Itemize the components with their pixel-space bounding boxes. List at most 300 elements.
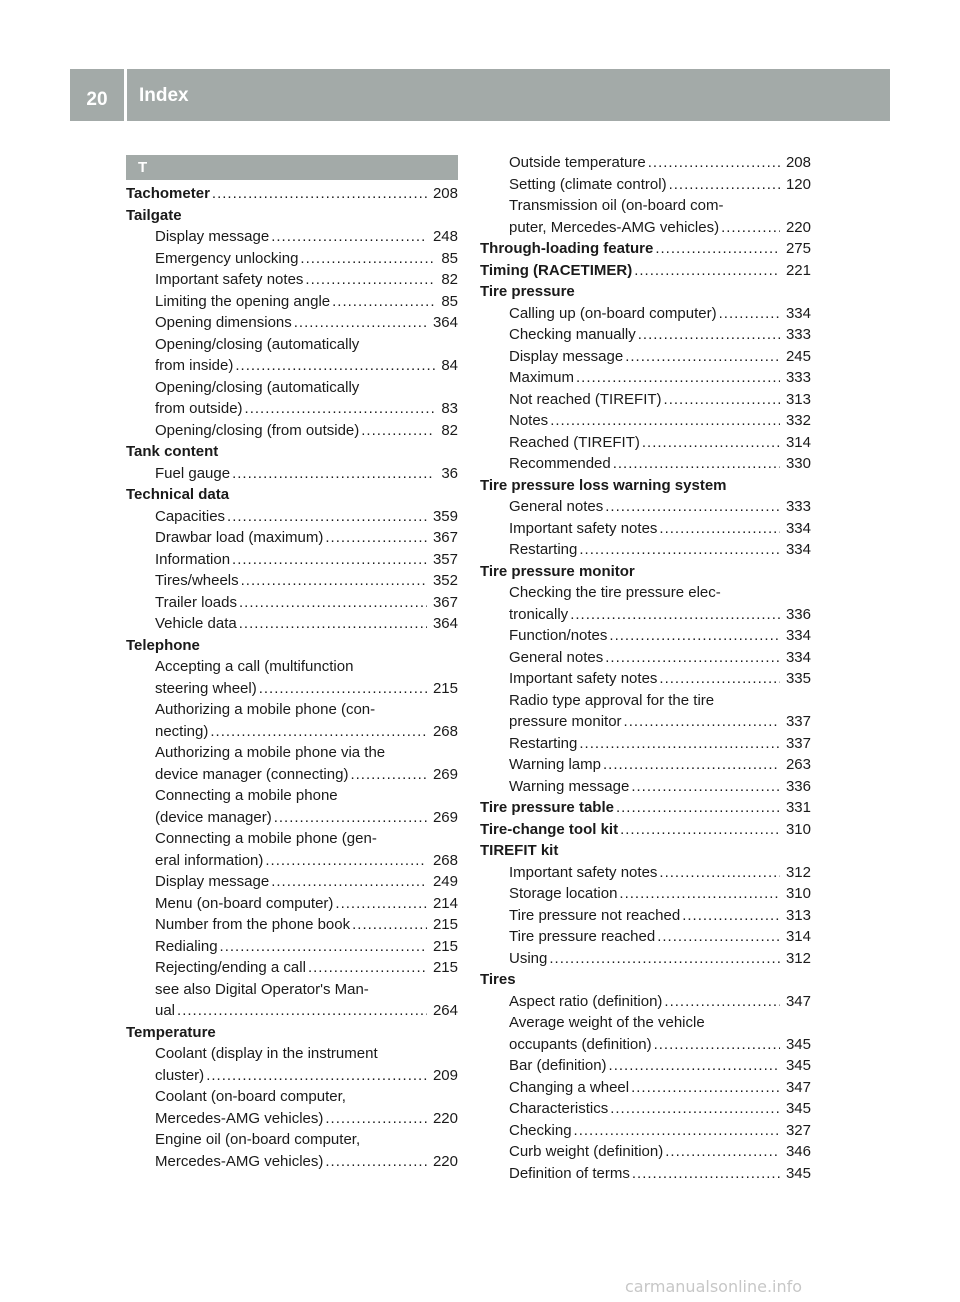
entry-text: Definition of terms [509, 1164, 630, 1182]
index-entry [126, 226, 458, 248]
index-entry [480, 625, 811, 647]
page-reference: 215 [432, 679, 458, 697]
entry-text: Rejecting/ending a call [155, 959, 306, 976]
entry-text: Connecting a mobile phone [155, 787, 338, 804]
entry-text: Coolant (display in the instrument [155, 1045, 378, 1062]
entry-text: Mercedes-AMG vehicles) [155, 1109, 324, 1127]
page-reference: 214 [432, 894, 458, 912]
index-entry [480, 647, 811, 669]
leader-dots [669, 174, 780, 196]
index-heading [480, 281, 811, 303]
entry-text: Setting (climate control) [509, 175, 667, 193]
index-entry [126, 613, 458, 635]
page-reference: 220 [432, 1152, 458, 1170]
index-entry [480, 152, 811, 174]
page-reference: 269 [432, 808, 458, 826]
leader-dots [241, 570, 427, 592]
leader-dots [335, 893, 427, 915]
entry-text: Emergency unlocking [155, 249, 299, 267]
entry-text: Tire pressure not reached [509, 906, 681, 924]
page-reference: 332 [785, 412, 811, 429]
page-reference: 337 [785, 734, 811, 752]
leader-dots [610, 1098, 780, 1120]
index-entry [126, 291, 458, 313]
page-reference: 84 [441, 357, 458, 374]
index-entry [126, 1086, 458, 1108]
index-entry [480, 582, 811, 604]
index-entry [480, 926, 811, 948]
page-reference: 335 [785, 670, 811, 687]
entry-text: Important safety notes [509, 863, 658, 881]
leader-dots [603, 754, 780, 776]
leader-dots [659, 668, 780, 690]
entry-text: cluster) [155, 1066, 205, 1084]
entry-text: Average weight of the vehicle [509, 1014, 705, 1031]
entry-text: Warning lamp [509, 756, 601, 773]
index-entry [126, 570, 458, 592]
entry-text: Checking the tire pressure elec- [509, 584, 721, 601]
page-reference: 352 [432, 572, 458, 589]
leader-dots [664, 389, 780, 411]
page-reference: 333 [785, 498, 811, 515]
page-reference: 313 [785, 390, 811, 408]
page-reference: 249 [432, 873, 458, 890]
leader-dots [361, 420, 435, 442]
page-reference: 333 [785, 369, 811, 386]
index-entry [126, 699, 458, 721]
page-reference: 334 [785, 541, 811, 558]
leader-dots [609, 625, 780, 647]
leader-dots [632, 1163, 780, 1185]
entry-text: Tire pressure reached [509, 928, 656, 945]
page-reference: 314 [785, 433, 811, 451]
leader-dots [212, 183, 427, 205]
index-entry [480, 905, 811, 927]
leader-dots [619, 883, 780, 905]
page-reference: 248 [432, 228, 458, 245]
entry-text: pressure monitor [509, 713, 622, 730]
entry-text: Through-loading feature [480, 240, 654, 257]
index-entry [480, 690, 811, 712]
leader-dots [721, 217, 780, 239]
index-entry [126, 979, 458, 1001]
entry-text: Temperature [126, 1023, 216, 1041]
page-reference: 208 [785, 154, 811, 171]
page-reference: 357 [432, 550, 458, 568]
leader-dots [325, 1151, 427, 1173]
index-entry [126, 850, 458, 872]
page-reference: 275 [785, 240, 811, 257]
page-header [70, 69, 890, 121]
leader-dots [579, 539, 780, 561]
index-entry [126, 656, 458, 678]
entry-text: Transmission oil (on-board com- [509, 197, 724, 214]
page-reference: 333 [785, 326, 811, 343]
index-entry [480, 668, 811, 690]
entry-text: General notes [509, 498, 604, 515]
leader-dots [177, 1000, 427, 1022]
entry-text: General notes [509, 648, 604, 666]
page-reference: 314 [785, 928, 811, 945]
entry-text: see also Digital Operator's Man- [155, 980, 369, 998]
index-entry [480, 1120, 811, 1142]
index-entry [126, 248, 458, 270]
index-heading [480, 475, 811, 497]
page-reference: 367 [432, 593, 458, 611]
entry-text: Outside temperature [509, 154, 646, 171]
index-entry [480, 174, 811, 196]
index-heading [126, 205, 458, 227]
entry-text: Not reached (TIREFIT) [509, 390, 662, 408]
entry-text: ual [155, 1002, 176, 1019]
entry-text: Using [509, 949, 548, 967]
page-reference: 334 [785, 304, 811, 322]
leader-dots [605, 647, 780, 669]
page-reference: 85 [441, 292, 458, 310]
index-entry [126, 893, 458, 915]
entry-text: Bar (definition) [509, 1057, 607, 1074]
leader-dots [294, 312, 427, 334]
page-reference: 334 [785, 519, 811, 537]
index-entry [126, 420, 458, 442]
leader-dots [659, 862, 780, 884]
index-entry [126, 742, 458, 764]
entry-text: Accepting a call (multifunction [155, 658, 354, 675]
leader-dots [550, 410, 780, 432]
index-heading [126, 441, 458, 463]
leader-dots [624, 711, 780, 733]
index-entry [126, 1151, 458, 1173]
entry-text: Tires [480, 971, 516, 988]
index-entry [126, 914, 458, 936]
entry-text: Reached (TIREFIT) [509, 433, 640, 451]
index-entry [480, 303, 811, 325]
leader-dots [648, 152, 780, 174]
leader-dots [259, 678, 427, 700]
entry-text: Calling up (on-board computer) [509, 304, 717, 322]
page-reference: 346 [785, 1143, 811, 1160]
page-reference: 345 [785, 1164, 811, 1182]
page-reference: 327 [785, 1121, 811, 1139]
entry-text: Coolant (on-board computer, [155, 1088, 346, 1105]
leader-dots [657, 926, 780, 948]
index-entry [480, 948, 811, 970]
page-reference: 310 [785, 885, 811, 902]
page-reference: 215 [432, 959, 458, 976]
index-entry [126, 592, 458, 614]
leader-dots [325, 1108, 427, 1130]
leader-dots [235, 355, 435, 377]
index-entry [480, 432, 811, 454]
index-entry [126, 721, 458, 743]
leader-dots [305, 269, 435, 291]
page-reference: 364 [432, 314, 458, 331]
page-reference: 345 [785, 1035, 811, 1053]
entry-text: (device manager) [155, 808, 272, 826]
leader-dots [682, 905, 780, 927]
index-entry [480, 410, 811, 432]
page-reference: 337 [785, 713, 811, 730]
entry-text: Menu (on-board computer) [155, 894, 334, 912]
index-entry [126, 1065, 458, 1087]
entry-text: tronically [509, 605, 569, 623]
index-entry [126, 871, 458, 893]
index-heading [126, 183, 458, 205]
entry-text: Function/notes [509, 627, 608, 644]
page-reference: 220 [432, 1109, 458, 1127]
leader-dots [631, 776, 780, 798]
index-entry [480, 496, 811, 518]
entry-text: puter, Mercedes-AMG vehicles) [509, 218, 720, 236]
index-entry [480, 711, 811, 733]
entry-text: Maximum [509, 369, 575, 386]
leader-dots [308, 957, 427, 979]
entry-text: Checking manually [509, 326, 636, 343]
page-reference: 367 [432, 529, 458, 546]
index-entry [126, 334, 458, 356]
index-entry [480, 776, 811, 798]
entry-text: necting) [155, 722, 209, 740]
entry-text: Fuel gauge [155, 464, 231, 482]
letter-section-header: T [126, 155, 458, 180]
index-entry [480, 733, 811, 755]
leader-dots [350, 764, 427, 786]
entry-text: Display message [509, 347, 624, 365]
index-entry [126, 807, 458, 829]
leader-dots [579, 733, 780, 755]
entry-text: from inside) [155, 357, 234, 374]
leader-dots [620, 819, 780, 841]
index-entry [480, 518, 811, 540]
entry-text: Restarting [509, 734, 578, 752]
entry-text: Storage location [509, 885, 618, 902]
index-entry [480, 604, 811, 626]
leader-dots [576, 367, 780, 389]
leader-dots [352, 914, 427, 936]
entry-text: Telephone [126, 636, 200, 654]
page-reference: 334 [785, 648, 811, 666]
leader-dots [634, 260, 780, 282]
index-entry [480, 1098, 811, 1120]
index-heading [480, 819, 811, 841]
index-entry [126, 957, 458, 979]
page-reference: 263 [785, 756, 811, 773]
index-entry [126, 764, 458, 786]
index-heading [480, 797, 811, 819]
index-heading [480, 561, 811, 583]
index-heading [126, 635, 458, 657]
page-reference: 264 [432, 1002, 458, 1019]
page-reference: 215 [432, 916, 458, 933]
entry-text: Number from the phone book [155, 916, 351, 933]
index-entry [480, 1012, 811, 1034]
page-reference: 36 [441, 464, 458, 482]
leader-dots [232, 549, 427, 571]
index-entry [126, 785, 458, 807]
index-column-left [126, 155, 458, 1172]
entry-text: Opening/closing (from outside) [155, 421, 360, 439]
index-entry [126, 355, 458, 377]
index-entry [480, 324, 811, 346]
page-reference: 269 [432, 765, 458, 783]
leader-dots [239, 613, 427, 635]
page-reference: 220 [785, 218, 811, 236]
leader-dots [332, 291, 435, 313]
page-reference: 310 [785, 820, 811, 838]
page-reference: 120 [785, 175, 811, 193]
entry-text: Mercedes-AMG vehicles) [155, 1152, 324, 1170]
index-entry [480, 195, 811, 217]
leader-dots [570, 604, 780, 626]
page-reference: 336 [785, 777, 811, 795]
entry-text: Authorizing a mobile phone via the [155, 744, 386, 761]
index-entry [126, 1043, 458, 1065]
entry-text: Radio type approval for the tire [509, 691, 715, 709]
entry-text: Tank content [126, 443, 219, 460]
leader-dots [210, 721, 427, 743]
entry-text: Checking [509, 1121, 572, 1139]
entry-text: Tire-change tool kit [480, 820, 619, 838]
entry-text: Opening dimensions [155, 314, 292, 331]
page-reference: 85 [441, 249, 458, 267]
entry-text: Connecting a mobile phone (gen- [155, 830, 377, 847]
entry-text: Recommended [509, 455, 611, 472]
index-entry [480, 453, 811, 475]
entry-text: Display message [155, 873, 270, 890]
entry-text: Important safety notes [509, 519, 658, 537]
index-entry [480, 217, 811, 239]
page-reference: 208 [432, 185, 458, 202]
entry-text: Display message [155, 228, 270, 245]
page-reference: 345 [785, 1100, 811, 1117]
index-entry [126, 377, 458, 399]
leader-dots [654, 1034, 780, 1056]
leader-dots [232, 463, 435, 485]
entry-text: Tires/wheels [155, 572, 239, 589]
index-entry [480, 1141, 811, 1163]
page-number: 20 [86, 89, 108, 110]
page-reference: 268 [432, 851, 458, 869]
entry-text: Tire pressure monitor [480, 562, 635, 580]
entry-text: Tire pressure [480, 283, 575, 300]
entry-text: Tire pressure loss warning system [480, 476, 727, 494]
index-heading [480, 969, 811, 991]
leader-dots [609, 1055, 780, 1077]
leader-dots [659, 518, 780, 540]
page-reference: 336 [785, 605, 811, 623]
entry-text: Restarting [509, 541, 578, 558]
left-entries [126, 183, 458, 1172]
page-reference: 83 [441, 400, 458, 417]
page-reference: 268 [432, 722, 458, 740]
index-entry [126, 398, 458, 420]
page-reference: 209 [432, 1066, 458, 1084]
entry-text: from outside) [155, 400, 243, 417]
index-heading [480, 840, 811, 862]
index-entry [126, 828, 458, 850]
leader-dots [625, 346, 780, 368]
index-heading [480, 260, 811, 282]
leader-dots [631, 1077, 780, 1099]
page-reference: 345 [785, 1057, 811, 1074]
entry-text: Important safety notes [509, 670, 658, 687]
leader-dots [574, 1120, 780, 1142]
leader-dots [665, 1141, 780, 1163]
entry-text: Curb weight (definition) [509, 1143, 664, 1160]
entry-text: Trailer loads [155, 593, 237, 611]
leader-dots [325, 527, 427, 549]
leader-dots [206, 1065, 427, 1087]
index-heading [480, 238, 811, 260]
right-entries [480, 152, 811, 1184]
entry-text: Limiting the opening angle [155, 292, 331, 310]
leader-dots [655, 238, 780, 260]
entry-text: Technical data [126, 486, 230, 503]
page-reference: 347 [785, 992, 811, 1010]
entry-text: Vehicle data [155, 615, 237, 632]
index-entry [126, 1129, 458, 1151]
page-reference: 364 [432, 615, 458, 632]
leader-dots [220, 936, 427, 958]
entry-text: Opening/closing (automatically [155, 335, 360, 353]
index-entry [480, 389, 811, 411]
index-entry [126, 549, 458, 571]
page-reference: 334 [785, 627, 811, 644]
index-entry [480, 1163, 811, 1185]
index-column-right [480, 152, 811, 1184]
index-entry [480, 754, 811, 776]
page-reference: 359 [432, 507, 458, 525]
entry-text: Characteristics [509, 1100, 609, 1117]
page-reference: 245 [785, 347, 811, 365]
entry-text: Drawbar load (maximum) [155, 529, 324, 546]
index-entry [480, 367, 811, 389]
index-entry [126, 506, 458, 528]
index-entry [126, 1000, 458, 1022]
page-reference: 313 [785, 906, 811, 924]
leader-dots [638, 324, 780, 346]
entry-text: steering wheel) [155, 679, 257, 697]
leader-dots [239, 592, 427, 614]
entry-text: Tachometer [126, 185, 210, 202]
page-reference: 347 [785, 1078, 811, 1096]
entry-text: Information [155, 550, 231, 568]
page-reference: 82 [441, 421, 458, 439]
entry-text: Opening/closing (automatically [155, 378, 360, 396]
index-entry [126, 463, 458, 485]
index-entry [480, 539, 811, 561]
leader-dots [271, 871, 427, 893]
index-entry [126, 678, 458, 700]
index-entry [126, 312, 458, 334]
index-entry [480, 991, 811, 1013]
leader-dots [664, 991, 780, 1013]
page-reference: 82 [441, 271, 458, 288]
entry-text: Engine oil (on-board computer, [155, 1131, 361, 1148]
entry-text: Authorizing a mobile phone (con- [155, 701, 376, 718]
index-entry [126, 527, 458, 549]
page-reference: 330 [785, 455, 811, 472]
entry-text: Timing (RACETIMER) [480, 261, 633, 279]
entry-text: TIREFIT kit [480, 842, 559, 859]
leader-dots [227, 506, 427, 528]
entry-text: device manager (connecting) [155, 765, 349, 783]
leader-dots [245, 398, 436, 420]
index-entry [480, 346, 811, 368]
index-heading [126, 1022, 458, 1044]
entry-text: eral information) [155, 851, 264, 869]
page-title: Index [139, 85, 189, 106]
